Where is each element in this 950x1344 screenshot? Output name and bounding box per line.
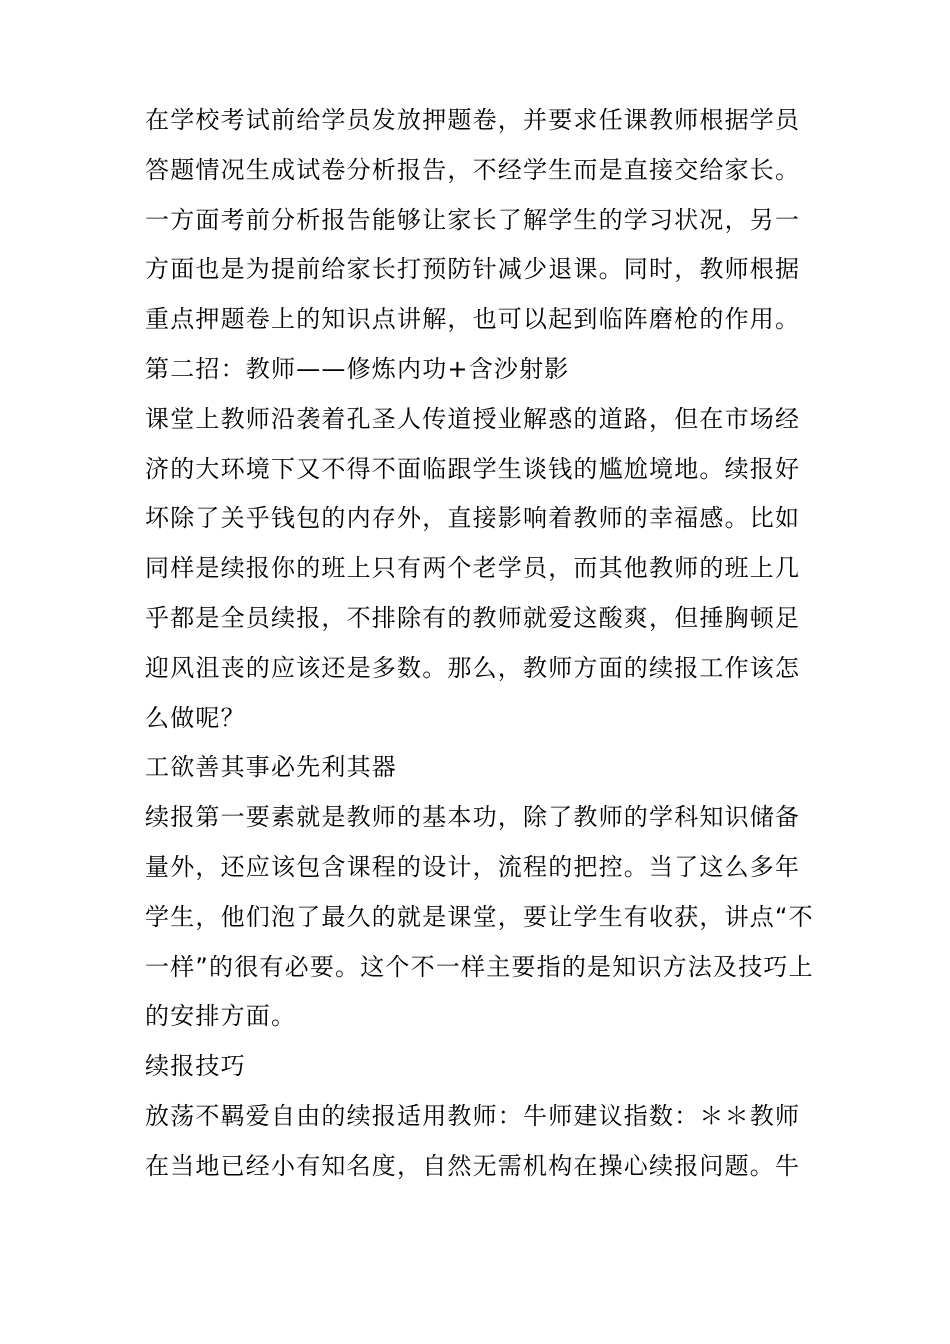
body-text-line: 么做呢？ [145, 703, 246, 732]
body-text-line: 学生，他们泡了最久的就是课堂，要让学生有收获，讲点“不 [145, 902, 814, 931]
body-text-line: 量外，还应该包含课程的设计，流程的把控。当了这么多年 [145, 852, 801, 881]
section-heading: 第二招：教师——修炼内功+含沙射影 [145, 354, 570, 383]
body-text-line: 迎风沮丧的应该还是多数。那么，教师方面的续报工作该怎 [145, 653, 801, 682]
subsection-heading: 工欲善其事必先利其器 [145, 753, 397, 782]
body-text-line: 一方面考前分析报告能够让家长了解学生的学习状况，另一 [145, 205, 801, 234]
body-text-line: 同样是续报你的班上只有两个老学员，而其他教师的班上几 [145, 554, 801, 583]
body-text-line: 课堂上教师沿袭着孔圣人传道授业解惑的道路，但在市场经 [145, 404, 801, 433]
body-text-line: 放荡不羁爱自由的续报适用教师：牛师建议指数：＊＊教师 [145, 1101, 801, 1130]
body-text-line: 济的大环境下又不得不面临跟学生谈钱的尴尬境地。续报好 [145, 454, 801, 483]
body-text-line: 续报第一要素就是教师的基本功，除了教师的学科知识储备 [145, 803, 801, 832]
body-text-line: 乎都是全员续报，不排除有的教师就爱这酸爽，但捶胸顿足 [145, 603, 801, 632]
body-text-line: 坏除了关乎钱包的内存外，直接影响着教师的幸福感。比如 [145, 504, 801, 533]
body-text-line: 在当地已经小有知名度，自然无需机构在操心续报问题。牛 [145, 1151, 801, 1180]
subsection-heading: 续报技巧 [145, 1052, 246, 1081]
body-text-line: 重点押题卷上的知识点讲解，也可以起到临阵磨枪的作用。 [145, 305, 801, 334]
body-text-line: 在学校考试前给学员发放押题卷，并要求任课教师根据学员 [145, 106, 801, 134]
body-text-line: 的安排方面。 [145, 1002, 297, 1031]
body-text-line: 一样”的很有必要。这个不一样主要指的是知识方法及技巧上 [145, 952, 814, 981]
document-body [145, 96, 815, 1192]
body-text-line: 答题情况生成试卷分析报告，不经学生而是直接交给家长。 [145, 155, 801, 184]
body-text-line: 方面也是为提前给家长打预防针减少退课。同时，教师根据 [145, 255, 801, 284]
